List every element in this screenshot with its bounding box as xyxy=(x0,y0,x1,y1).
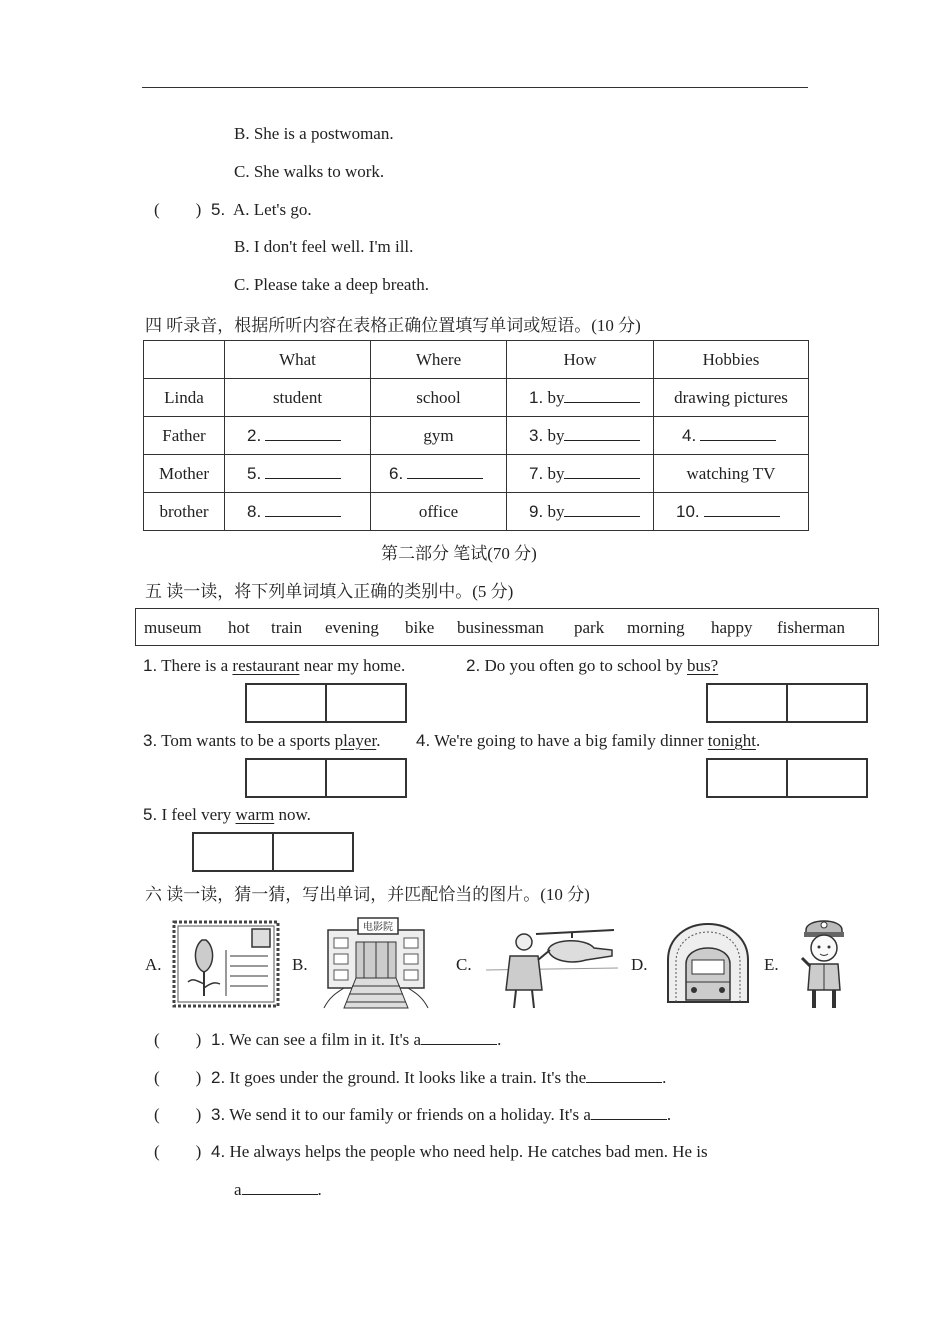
cell-how[interactable]: 7. by xyxy=(507,455,654,493)
postcard-icon xyxy=(172,920,280,1008)
s6-question-3: 3. We send it to our family or friends on a holiday. It's a . xyxy=(211,1105,672,1124)
row-name: Linda xyxy=(144,379,225,417)
helicopter-scene-icon xyxy=(486,920,618,1008)
cinema-sign: 电影院 xyxy=(363,922,393,933)
s6-question-4-continued: a . xyxy=(234,1180,322,1199)
table-header: Where xyxy=(371,341,507,379)
header-rule xyxy=(142,87,808,88)
cell-hobby: watching TV xyxy=(654,455,809,493)
cell-hobby: drawing pictures xyxy=(654,379,809,417)
subway-icon xyxy=(664,920,752,1004)
table-header xyxy=(144,341,225,379)
word-bank-item: happy xyxy=(711,618,753,637)
table-header-row xyxy=(144,341,809,379)
s6-question-2: 2. It goes under the ground. It looks like a train. It's the . xyxy=(211,1068,667,1087)
table-header: What xyxy=(225,341,371,379)
cinema-icon xyxy=(320,916,432,1010)
q5-answer-paren[interactable]: ( ) xyxy=(154,200,202,219)
cell-where[interactable]: 6. xyxy=(371,455,507,493)
word-bank-item: fisherman xyxy=(777,618,845,637)
table-row xyxy=(144,455,809,493)
s5-question-5: 5. I feel very warm now. xyxy=(143,805,311,824)
option-c-q4: C. She walks to work. xyxy=(234,162,385,181)
word-bank-item: evening xyxy=(325,618,379,637)
answer-box-4[interactable] xyxy=(706,758,868,798)
cell-where: school xyxy=(371,379,507,417)
table-row xyxy=(144,379,809,417)
row-name: brother xyxy=(144,493,225,531)
section5-title: 五 读一读，将下列单词填入正确的类别中。(5 分) xyxy=(145,582,514,601)
cell-what[interactable]: 2. xyxy=(225,417,371,455)
s6-q4-paren[interactable]: ( ) xyxy=(154,1142,202,1161)
policeman-icon xyxy=(798,912,850,1012)
s5-question-2: 2. Do you often go to school by bus? xyxy=(466,656,719,675)
s6-q2-paren[interactable]: ( ) xyxy=(154,1068,202,1087)
listening-table xyxy=(143,340,809,531)
word-bank-item: park xyxy=(574,618,605,637)
cell-hobby[interactable]: 10. xyxy=(654,493,809,531)
picture-label-b: B. xyxy=(292,955,308,974)
word-bank-item: hot xyxy=(228,618,250,637)
section6-title: 六 读一读，猜一猜，写出单词，并匹配恰当的图片。(10 分) xyxy=(145,885,590,904)
picture-label-c: C. xyxy=(456,955,472,974)
word-bank-item: bike xyxy=(405,618,435,637)
picture-label-a: A. xyxy=(145,955,162,974)
s6-question-4: 4. He always helps the people who need help. He catches bad men. He is xyxy=(211,1142,708,1161)
word-bank-item: train xyxy=(271,618,303,637)
picture-label-d: D. xyxy=(631,955,648,974)
q5-number: 5. xyxy=(211,200,226,219)
part2-title: 第二部分 笔试(70 分) xyxy=(381,544,537,563)
answer-box-1[interactable] xyxy=(245,683,407,723)
cell-hobby[interactable]: 4. xyxy=(654,417,809,455)
cell-how[interactable]: 9. by xyxy=(507,493,654,531)
s5-question-3: 3. Tom wants to be a sports player. xyxy=(143,731,381,750)
cell-what[interactable]: 5. xyxy=(225,455,371,493)
word-bank xyxy=(135,608,879,646)
cell-where: gym xyxy=(371,417,507,455)
option-a-q5: A. Let's go. xyxy=(233,200,312,219)
s5-question-1: 1. There is a restaurant near my home. xyxy=(143,656,406,675)
table-header: How xyxy=(507,341,654,379)
table-row xyxy=(144,417,809,455)
row-name: Father xyxy=(144,417,225,455)
cell-where: office xyxy=(371,493,507,531)
cell-how[interactable]: 3. by xyxy=(507,417,654,455)
section4-title: 四 听录音，根据所听内容在表格正确位置填写单词或短语。(10 分) xyxy=(145,316,641,335)
word-bank-item: museum xyxy=(144,618,202,637)
s6-q3-paren[interactable]: ( ) xyxy=(154,1105,202,1124)
word-bank-item: businessman xyxy=(457,618,544,637)
s6-question-1: 1. We can see a film in it. It's a . xyxy=(211,1030,502,1049)
s5-question-4: 4. We're going to have a big family dinner tonight. xyxy=(416,731,761,750)
answer-box-2[interactable] xyxy=(706,683,868,723)
table-header: Hobbies xyxy=(654,341,809,379)
cell-what[interactable]: 8. xyxy=(225,493,371,531)
answer-box-3[interactable] xyxy=(245,758,407,798)
row-name: Mother xyxy=(144,455,225,493)
s6-q1-paren[interactable]: ( ) xyxy=(154,1030,202,1049)
word-bank-item: morning xyxy=(627,618,685,637)
picture-label-e: E. xyxy=(764,955,779,974)
answer-box-5[interactable] xyxy=(192,832,354,872)
table-row xyxy=(144,493,809,531)
option-b-q5: B. I don't feel well. I'm ill. xyxy=(234,237,414,256)
option-c-q5: C. Please take a deep breath. xyxy=(234,275,429,294)
option-b-q4: B. She is a postwoman. xyxy=(234,124,394,143)
cell-what: student xyxy=(225,379,371,417)
cell-how[interactable]: 1. by xyxy=(507,379,654,417)
